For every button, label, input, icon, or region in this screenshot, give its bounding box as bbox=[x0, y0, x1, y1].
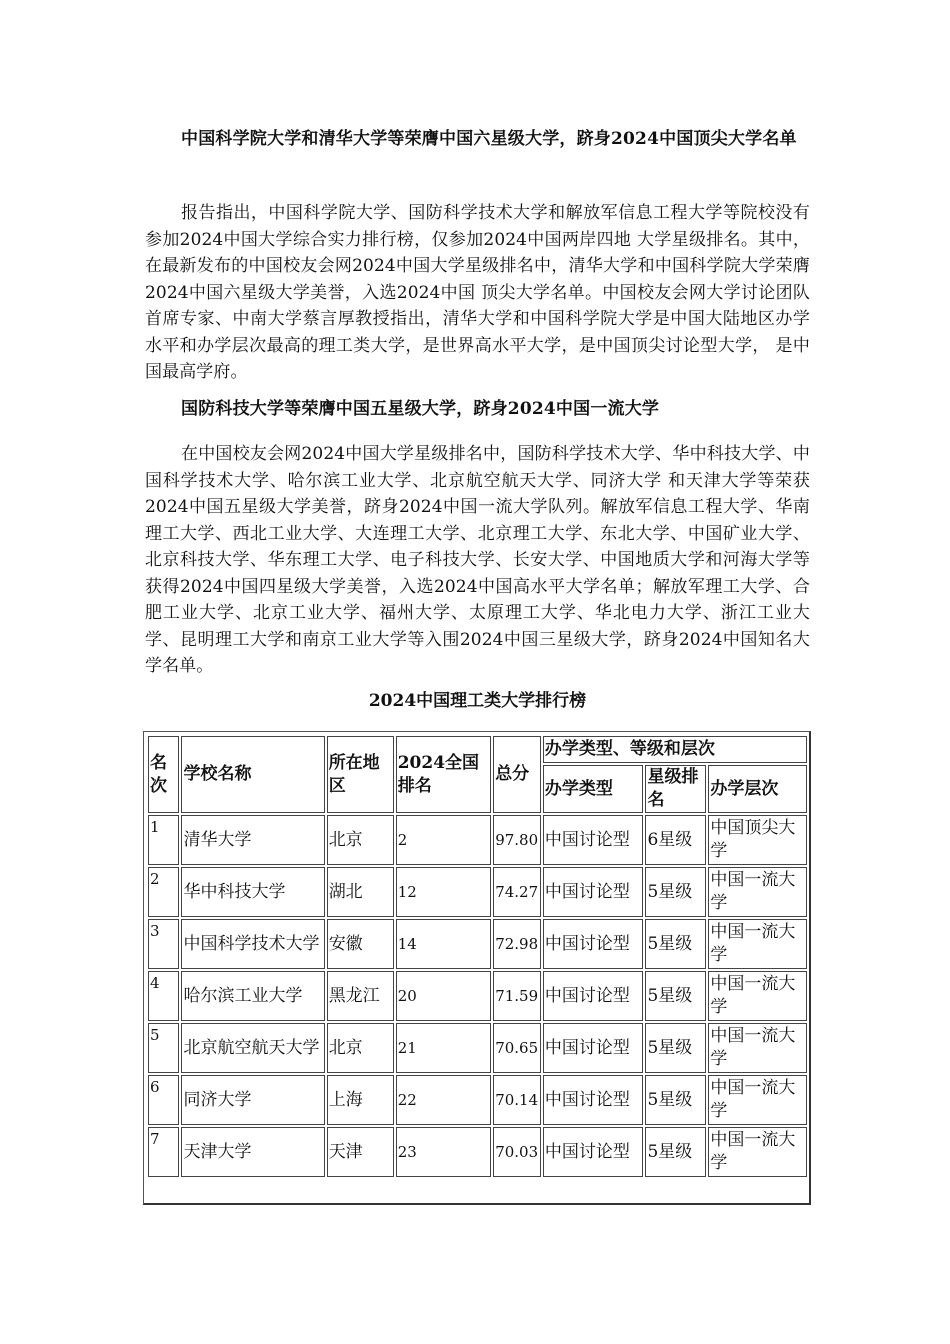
cell-school: 北京航空航天大学 bbox=[181, 1023, 324, 1073]
cell-national-rank: 22 bbox=[396, 1075, 491, 1125]
cell-school: 清华大学 bbox=[181, 815, 324, 865]
header-region: 所在地区 bbox=[327, 736, 394, 813]
table-row bbox=[148, 919, 807, 969]
cell-score: 70.03 bbox=[493, 1127, 541, 1177]
cell-star: 5星级 bbox=[645, 919, 706, 969]
cell-score: 71.59 bbox=[493, 971, 541, 1021]
section2-paragraph: 在中国校友会网2024中国大学星级排名中，国防科学技术大学、华中科技大学、中国科学技术大学、哈尔滨工业大学、北京航空航天大学、同济大学 和天津大学等荣获2024中国五星级大学美誉，跻身2024中国一流大学队列。解放军信息工程大学、华南理工大学、西北工业大学、大连理工大学、北京理工大学、东北大学、中国矿业大学、北京科技大学、华东理工大学、电子科技大学、长安大学、中国地质大学和河海大学等获得2024中国四星级大学美誉，入选2024中国高水平大学名单；解放军理工大学、合肥工业大学、北京工业大学、福州大学、太原理工大学、华北电力大学、浙江工业大学、昆明理工大学和南京工业大学等入围2024中国三星级大学，跻身2024中国知名大学名单。 bbox=[145, 444, 810, 676]
cell-school: 中国科学技术大学 bbox=[181, 919, 324, 969]
cell-region: 黑龙江 bbox=[327, 971, 394, 1021]
cell-level: 中国一流大学 bbox=[708, 1127, 807, 1177]
cell-level: 中国一流大学 bbox=[708, 867, 807, 917]
cell-rank: 3 bbox=[148, 919, 179, 969]
cell-type: 中国讨论型 bbox=[543, 1075, 644, 1125]
section2-heading: 国防科技大学等荣膺中国五星级大学，跻身2024中国一流大学 bbox=[181, 399, 660, 419]
cell-score: 72.98 bbox=[493, 919, 541, 969]
cell-level: 中国一流大学 bbox=[708, 971, 807, 1021]
header-star: 星级排名 bbox=[645, 765, 706, 813]
cell-level: 中国一流大学 bbox=[708, 919, 807, 969]
cell-school: 同济大学 bbox=[181, 1075, 324, 1125]
cell-national-rank: 23 bbox=[396, 1127, 491, 1177]
cell-type: 中国讨论型 bbox=[543, 1127, 644, 1177]
table-row bbox=[148, 1127, 807, 1177]
cell-region: 北京 bbox=[327, 1023, 394, 1073]
cell-type: 中国讨论型 bbox=[543, 815, 644, 865]
cell-region: 上海 bbox=[327, 1075, 394, 1125]
header-rank: 名次 bbox=[148, 736, 179, 813]
table-row bbox=[148, 815, 807, 865]
table-row bbox=[148, 1075, 807, 1125]
cell-level: 中国顶尖大学 bbox=[708, 815, 807, 865]
section1-paragraph: 报告指出，中国科学院大学、国防科学技术大学和解放军信息工程大学等院校没有参加2024中国大学综合实力排行榜，仅参加2024中国两岸四地 大学星级排名。其中，在最新发布的中国校友会网2024中国大学星级排名中，清华大学和中国科学院大学荣膺2024中国六星级大学美誉，入选2024中国 顶尖大学名单。中国校友会网大学讨论团队首席专家、中南大学蔡言厚教授指出，清华大学和中国科学院大学是中国大陆地区办学水平和办学层次最高的理工类大学，是世界高水平大学，是中国顶尖讨论型大学， 是中国最高学府。 bbox=[145, 203, 810, 382]
cell-region: 安徽 bbox=[327, 919, 394, 969]
cell-score: 70.14 bbox=[493, 1075, 541, 1125]
cell-star: 5星级 bbox=[645, 971, 706, 1021]
cell-type: 中国讨论型 bbox=[543, 919, 644, 969]
table-row bbox=[148, 867, 807, 917]
table-header-row bbox=[148, 736, 807, 763]
cell-star: 5星级 bbox=[645, 1127, 706, 1177]
cell-star: 5星级 bbox=[645, 1075, 706, 1125]
header-group: 办学类型、等级和层次 bbox=[543, 736, 807, 763]
header-level: 办学层次 bbox=[708, 765, 807, 813]
header-national-rank: 2024全国排名 bbox=[396, 736, 491, 813]
cell-rank: 7 bbox=[148, 1127, 179, 1177]
cell-school: 哈尔滨工业大学 bbox=[181, 971, 324, 1021]
table-row bbox=[148, 971, 807, 1021]
header-school: 学校名称 bbox=[181, 736, 324, 813]
cell-rank: 1 bbox=[148, 815, 179, 865]
cell-level: 中国一流大学 bbox=[708, 1023, 807, 1073]
cell-rank: 4 bbox=[148, 971, 179, 1021]
cell-type: 中国讨论型 bbox=[543, 867, 644, 917]
cell-rank: 5 bbox=[148, 1023, 179, 1073]
header-score: 总分 bbox=[493, 736, 541, 813]
cell-score: 97.80 bbox=[493, 815, 541, 865]
cell-rank: 2 bbox=[148, 867, 179, 917]
cell-score: 70.65 bbox=[493, 1023, 541, 1073]
cell-national-rank: 2 bbox=[396, 815, 491, 865]
cell-star: 6星级 bbox=[645, 815, 706, 865]
cell-score: 74.27 bbox=[493, 867, 541, 917]
table-row bbox=[148, 1023, 807, 1073]
cell-rank: 6 bbox=[148, 1075, 179, 1125]
header-type: 办学类型 bbox=[543, 765, 644, 813]
cell-type: 中国讨论型 bbox=[543, 971, 644, 1021]
section1-heading: 中国科学院大学和清华大学等荣膺中国六星级大学，跻身2024中国顶尖大学名单 bbox=[181, 129, 797, 149]
cell-national-rank: 20 bbox=[396, 971, 491, 1021]
cell-national-rank: 21 bbox=[396, 1023, 491, 1073]
cell-school: 华中科技大学 bbox=[181, 867, 324, 917]
cell-region: 北京 bbox=[327, 815, 394, 865]
cell-type: 中国讨论型 bbox=[543, 1023, 644, 1073]
cell-national-rank: 12 bbox=[396, 867, 491, 917]
ranking-table bbox=[146, 734, 809, 1179]
cell-star: 5星级 bbox=[645, 867, 706, 917]
cell-region: 湖北 bbox=[327, 867, 394, 917]
table-title: 2024中国理工类大学排行榜 bbox=[368, 691, 587, 711]
cell-star: 5星级 bbox=[645, 1023, 706, 1073]
cell-region: 天津 bbox=[327, 1127, 394, 1177]
cell-national-rank: 14 bbox=[396, 919, 491, 969]
cell-level: 中国一流大学 bbox=[708, 1075, 807, 1125]
cell-school: 天津大学 bbox=[181, 1127, 324, 1177]
